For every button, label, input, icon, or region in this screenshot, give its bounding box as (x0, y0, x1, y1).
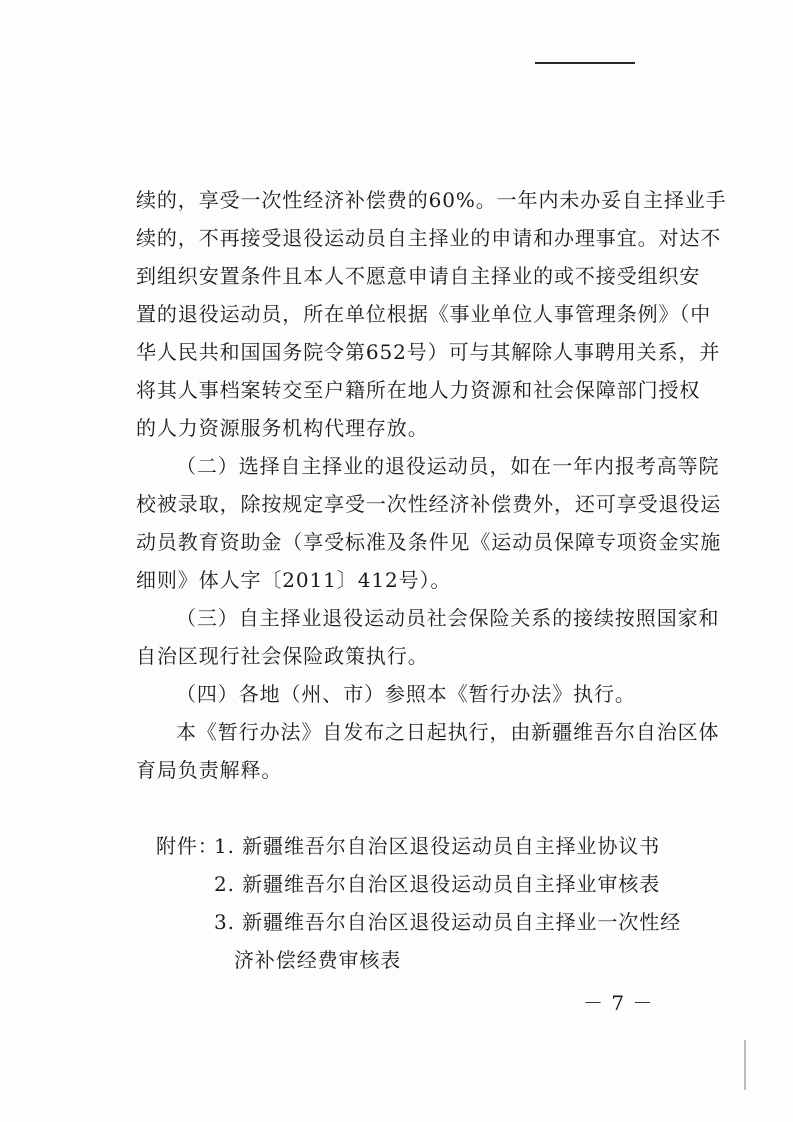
paragraph-two-line: 动员教育资助金（享受标准及条件见《运动员保障专项资金实施 (136, 530, 722, 554)
paragraph-four-line: （四）各地（州、市）参照本《暂行办法》执行。 (176, 682, 636, 706)
attachment-item: 济补偿经费审核表 (234, 948, 402, 972)
attachments-label: 附件： (156, 834, 219, 858)
attachment-item: 1. 新疆维吾尔自治区退役运动员自主择业协议书 (214, 834, 661, 858)
paragraph-three-line: 自治区现行社会保险政策执行。 (136, 644, 429, 668)
body-line: 到组织安置条件且本人不愿意申请自主择业的或不接受组织安 (136, 264, 701, 288)
closing-line: 本《暂行办法》自发布之日起执行，由新疆维吾尔自治区体 (176, 720, 720, 744)
paragraph-two-line: （二）选择自主择业的退役运动员，如在一年内报考高等院 (176, 454, 720, 478)
body-line: 将其人事档案转交至户籍所在地人力资源和社会保障部门授权 (136, 378, 701, 402)
paragraph-two-line: 细则》体人字〔2011〕412号）。 (136, 568, 452, 592)
attachment-item: 3. 新疆维吾尔自治区退役运动员自主择业一次性经 (214, 910, 682, 934)
page-number: － 7 － (583, 991, 654, 1015)
body-line: 置的退役运动员，所在单位根据《事业单位人事管理条例》（中 (136, 302, 712, 326)
paragraph-two-line: 校被录取，除按规定享受一次性经济补偿费外，还可享受退役运 (136, 492, 722, 516)
body-line: 的人力资源服务机构代理存放。 (136, 416, 429, 440)
closing-line: 育局负责解释。 (136, 758, 283, 782)
top-rule (535, 62, 635, 64)
body-line: 续的，享受一次性经济补偿费的60%。一年内未办妥自主择业手 (136, 188, 727, 212)
body-line: 华人民共和国国务院令第652号）可与其解除人事聘用关系，并 (136, 340, 721, 364)
paragraph-three-line: （三）自主择业退役运动员社会保险关系的接续按照国家和 (176, 606, 720, 630)
body-line: 续的，不再接受退役运动员自主择业的申请和办理事宜。对达不 (136, 226, 722, 250)
attachment-item: 2. 新疆维吾尔自治区退役运动员自主择业审核表 (214, 872, 661, 896)
scan-edge-mark (744, 1040, 746, 1090)
